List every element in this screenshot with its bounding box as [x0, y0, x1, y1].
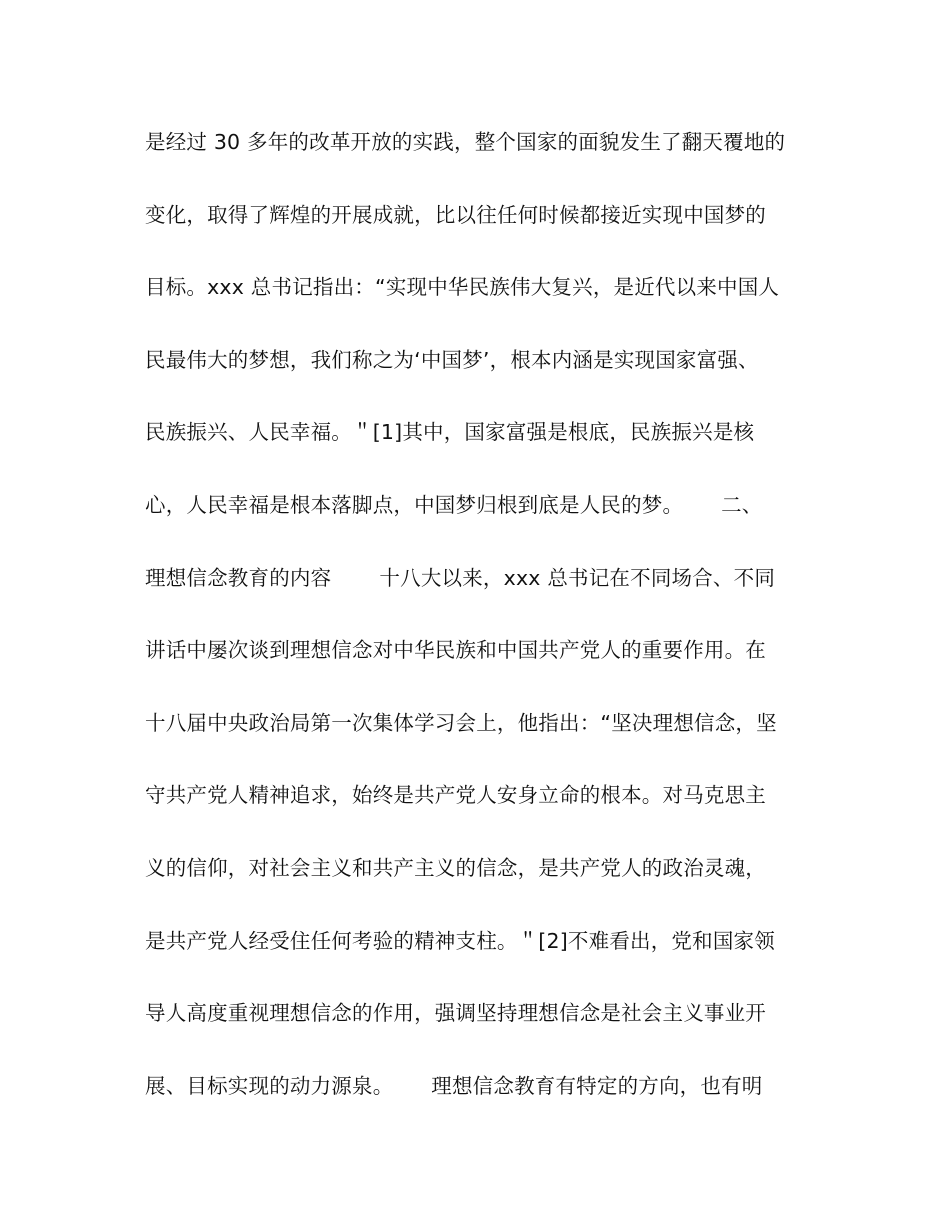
text-line: 民族振兴、人民幸福。＂[1]其中，国家富强是根底，民族振兴是核	[145, 420, 755, 445]
text-line: 是共产党人经受住任何考验的精神支柱。＂[2]不难看出，党和国家领	[145, 928, 775, 953]
text-line: 讲话中屡次谈到理想信念对中华民族和中国共产党人的重要作用。在	[145, 638, 766, 663]
text-line: 是经过 30 多年的改革开放的实践，整个国家的面貌发生了翻天覆地的	[145, 130, 786, 154]
body-text	[145, 122, 825, 1138]
text-line: 理想信念教育的内容 十八大以来，xxx 总书记在不同场合、不同	[145, 565, 776, 590]
text-line: 展、目标实现的动力源泉。 理想信念教育有特定的方向，也有明	[145, 1073, 763, 1098]
text-line: 十八届中央政治局第一次集体学习会上，他指出：“坚决理想信念，坚	[145, 710, 777, 735]
text-line: 心，人民幸福是根本落脚点，中国梦归根到底是人民的梦。 二、	[145, 492, 763, 517]
text-line: 义的信仰，对社会主义和共产主义的信念，是共产党人的政治灵魂，	[145, 855, 766, 880]
text-line: 目标。xxx 总书记指出：“实现中华民族伟大复兴，是近代以来中国人	[145, 275, 780, 300]
text-line: 导人高度重视理想信念的作用，强调坚持理想信念是社会主义事业开	[145, 1001, 766, 1026]
text-line: 变化，取得了辉煌的开展成就，比以往任何时候都接近实现中国梦的	[145, 202, 766, 227]
text-line: 守共产党人精神追求，始终是共产党人安身立命的根本。对马克思主	[145, 783, 766, 808]
text-line: 民最伟大的梦想，我们称之为‘中国梦’，根本内涵是实现国家富强、	[145, 347, 759, 372]
